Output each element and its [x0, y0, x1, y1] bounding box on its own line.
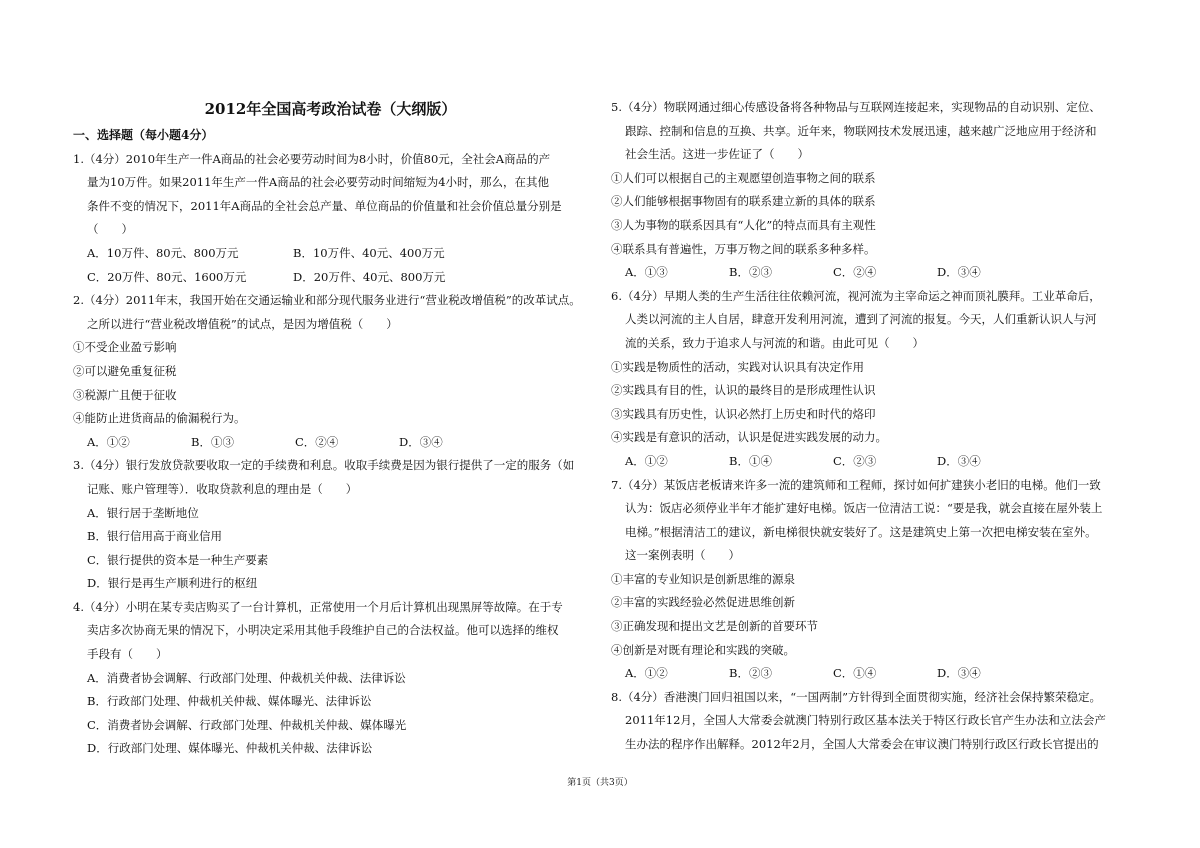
- option-c: C．②④: [833, 265, 877, 280]
- options-row: [611, 662, 1126, 686]
- option-a: A．①②: [625, 666, 668, 681]
- statement-item: ③实践具有历史性，认识必然打上历史和时代的烙印: [611, 406, 876, 421]
- option-c: C．20万件、80元、1600万元: [87, 269, 247, 284]
- question-2: [73, 289, 588, 454]
- option-b: B．②③: [729, 666, 772, 681]
- option-d: D．③④: [937, 453, 981, 468]
- question-text: 2.（4分）2011年末，我国开始在交通运输业和部分现代服务业进行“营业税改增值税”的改革试点。: [73, 293, 581, 308]
- statement-item: ③正确发现和提出文艺是创新的首要环节: [611, 619, 818, 634]
- statement-item: ④实践是有意识的活动，认识是促进实践发展的动力。: [611, 430, 887, 445]
- statement-item: ①人们可以根据自己的主观愿望创造事物之间的联系: [611, 170, 876, 185]
- option-a: A．10万件、80元、800万元: [87, 245, 239, 260]
- question-text: 8.（4分）香港澳门回归祖国以来，“一国两制”方针得到全面贯彻实施，经济社会保持繁荣稳定。: [611, 689, 1102, 704]
- question-text: 人类以河流的主人自居，肆意开发利用河流，遭到了河流的报复。今天，人们重新认识人与河: [625, 312, 1097, 327]
- question-8: [611, 686, 1126, 757]
- page-title: 2012年全国高考政治试卷（大纲版）: [204, 100, 457, 118]
- page-footer: 第1页（共3页）: [567, 778, 633, 788]
- option-c: C．②④: [295, 434, 339, 449]
- statement-item: ④能防止进货商品的偷漏税行为。: [73, 411, 246, 426]
- question-4: [73, 596, 588, 761]
- question-text: 记账、账户管理等）．收取贷款利息的理由是（ ）: [87, 481, 358, 496]
- question-text: 生办法的程序作出解释。2012年2月，全国人大常委会在审议澳门特别行政区行政长官提出的: [625, 737, 1099, 752]
- question-text: 认为：饭店必须停业半年才能扩建好电梯。饭店一位清洁工说：“要是我，就会直接在屋外装上: [625, 501, 1103, 516]
- question-text: 7.（4分）某饭店老板请来许多一流的建筑师和工程师，探讨如何扩建狭小老旧的电梯。他们一致: [611, 477, 1101, 492]
- question-text: 卖店多次协商无果的情况下，小明决定采用其他手段维护自己的合法权益。他可以选择的维权: [87, 623, 559, 638]
- option-d: D．20万件、40元、800万元: [293, 269, 446, 284]
- option-a: A．①②: [625, 453, 668, 468]
- question-text: 1.（4分）2010年生产一件A商品的社会必要劳动时间为8小时，价值80元，全社会A商品的产: [73, 151, 551, 166]
- option-b: B．银行信用高于商业信用: [87, 529, 222, 544]
- options-row: [73, 242, 588, 266]
- question-text: 流的关系，致力于追求人与河流的和谐。由此可见（ ）: [625, 335, 924, 350]
- options-row: [73, 431, 588, 455]
- question-text: 社会生活。这进一步佐证了（ ）: [625, 147, 809, 162]
- option-b: B．10万件、40元、400万元: [293, 245, 445, 260]
- question-text: 手段有（ ）: [87, 647, 168, 662]
- options-row: [73, 266, 588, 290]
- question-text: 5.（4分）物联网通过细心传感设备将各种物品与互联网连接起来，实现物品的自动识别、定位、: [611, 100, 1101, 114]
- statement-item: ②可以避免重复征税: [73, 363, 177, 378]
- question-text: 量为10万件。如果2011年生产一件A商品的社会必要劳动时间缩短为4小时，那么，在其他: [87, 175, 550, 190]
- statement-item: ②丰富的实践经验必然促进思维创新: [611, 595, 795, 610]
- statement-item: ③税源广且便于征收: [73, 387, 177, 402]
- option-c: C．银行提供的资本是一种生产要素: [87, 552, 269, 567]
- question-text: 电梯。”根据清洁工的建议，新电梯很快就安装好了。这是建筑史上第一次把电梯安装在室外。: [625, 524, 1097, 539]
- question-text: 6.（4分）早期人类的生产生活往往依赖河流，视河流为主宰命运之神而顶礼膜拜。工业革命后，: [611, 288, 1101, 303]
- option-d: D．③④: [399, 434, 443, 449]
- option-a: A．消费者协会调解、行政部门处理、仲裁机关仲裁、法律诉讼: [87, 670, 406, 685]
- question-5: [611, 96, 1126, 285]
- question-text: 这一案例表明（ ）: [625, 548, 740, 563]
- statement-item: ①不受企业盈亏影响: [73, 340, 177, 355]
- option-b: B．①④: [729, 453, 772, 468]
- statement-item: ④联系具有普遍性，万事万物之间的联系多种多样。: [611, 241, 876, 256]
- question-text: 2011年12月，全国人大常委会就澳门特别行政区基本法关于特区行政长官产生办法和立法会产: [625, 713, 1106, 728]
- statement-item: ②实践具有目的性，认识的最终目的是形成理性认识: [611, 383, 876, 398]
- option-d: D．行政部门处理、媒体曝光、仲裁机关仲裁、法律诉讼: [87, 741, 373, 756]
- option-b: B．②③: [729, 265, 772, 280]
- statement-item: ②人们能够根据事物固有的联系建立新的具体的联系: [611, 194, 876, 209]
- question-text: 4.（4分）小明在某专卖店购买了一台计算机，正常使用一个月后计算机出现黑屏等故障。在于专: [73, 599, 563, 614]
- option-d: D．银行是再生产顺利进行的枢纽: [87, 576, 258, 591]
- statement-item: ④创新是对既有理论和实践的突破。: [611, 642, 795, 657]
- option-c: C．①④: [833, 666, 877, 681]
- question-text: 条件不变的情况下，2011年A商品的全社会总产量、单位商品的价值量和社会价值总量分别是: [87, 198, 562, 213]
- left-column: [73, 96, 588, 761]
- question-3: [73, 454, 588, 596]
- question-6: [611, 285, 1126, 474]
- option-d: D．③④: [937, 265, 981, 280]
- statement-item: ③人为事物的联系因具有“人化”的特点而具有主观性: [611, 217, 876, 232]
- question-text: 之所以进行“营业税改增值税”的试点，是因为增值税（ ）: [87, 316, 398, 331]
- option-b: B．行政部门处理、仲裁机关仲裁、媒体曝光、法律诉讼: [87, 694, 372, 709]
- option-d: D．③④: [937, 666, 981, 681]
- statement-item: ①丰富的专业知识是创新思维的源泉: [611, 571, 795, 586]
- options-row: [611, 450, 1126, 474]
- option-a: A．①③: [625, 265, 668, 280]
- section-heading: 一、选择题（每小题4分）: [73, 128, 214, 142]
- question-1: [73, 148, 588, 290]
- option-a: A．①②: [87, 434, 130, 449]
- option-a: A．银行居于垄断地位: [87, 505, 199, 520]
- option-b: B．①③: [191, 434, 234, 449]
- option-c: C．②③: [833, 453, 877, 468]
- question-text: 3.（4分）银行发放贷款要收取一定的手续费和利息。收取手续费是因为银行提供了一定的服务（如: [73, 458, 575, 473]
- right-column: [611, 96, 1126, 757]
- options-row: [611, 261, 1126, 285]
- statement-item: ①实践是物质性的活动，实践对认识具有决定作用: [611, 359, 864, 374]
- question-text: （ ）: [87, 222, 133, 237]
- question-text: 跟踪、控制和信息的互换、共享。近年来，物联网技术发展迅速，越来越广泛地应用于经济和: [625, 123, 1097, 138]
- question-7: [611, 474, 1126, 686]
- option-c: C．消费者协会调解、行政部门处理、仲裁机关仲裁、媒体曝光: [87, 717, 407, 732]
